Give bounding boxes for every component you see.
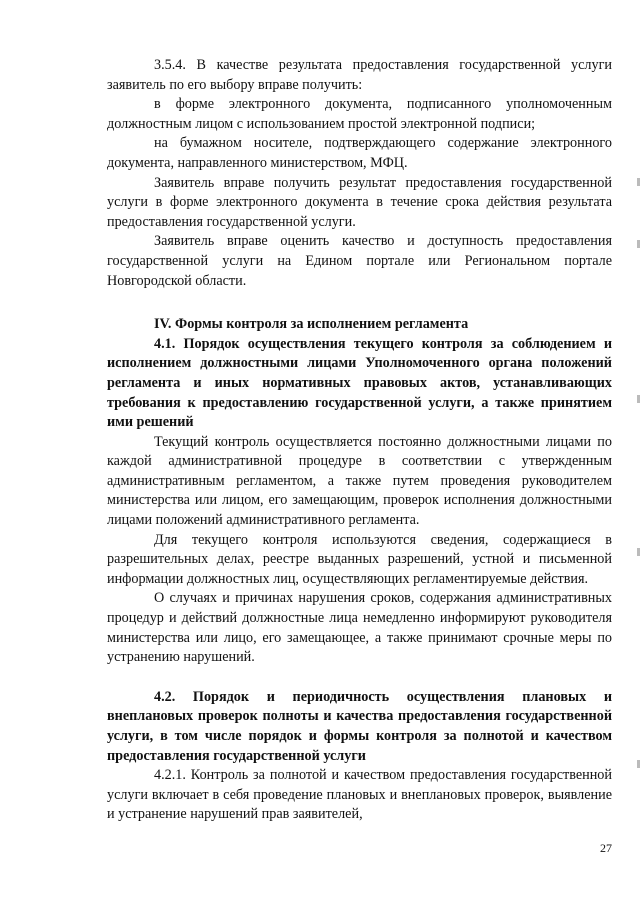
paragraph: Заявитель вправе получить результат предоставления государственной услуги в форме электронного документа в течение срока действия результата предоставления государственной услуги. <box>107 174 612 230</box>
heading-4-1: 4.1. Порядок осуществления текущего контроля за соблюдением и исполнением должностными лицами Уполномоченного органа положений регламента и иных нормативных правовых актов, устанавливающих требования к предоставлению государственной услуги, а также принятием ими решений <box>107 335 612 431</box>
spacer <box>107 668 612 688</box>
paragraph: Заявитель вправе оценить качество и доступность предоставления государственной услуги на Едином портале или Региональном портале Новгородской области. <box>107 233 612 289</box>
paragraph: на бумажном носителе, подтверждающего содержание электронного документа, направленного министерством, МФЦ. <box>107 135 612 171</box>
paragraph: 4.2.1. Контроль за полнотой и качеством предоставления государственной услуги включает в себя проведение плановых и внеплановых проверок, выявление и устранение нарушений прав заявителей, <box>107 767 612 823</box>
paragraph: Текущий контроль осуществляется постоянно должностными лицами по каждой административной процедуре в соответствии с утвержденным административным регламентом, а также путем проведения руководителем министерства или лицом, его замещающим, проверок исполнения должностными лицами положений административного регламента. <box>107 433 612 529</box>
heading-4-2: 4.2. Порядок и периодичность осуществления плановых и внеплановых проверок полноты и качества предоставления государственной услуги, в том числе порядок и формы контроля за полнотой и качеством предоставления государственной услуги <box>107 688 612 764</box>
document-body <box>107 56 612 825</box>
page-number: 27 <box>600 841 612 855</box>
paragraph: О случаях и причинах нарушения сроков, содержания административных процедур и действий должностные лица немедленно информируют руководителя министерства или лицо, его замещающее, а также принимают срочные меры по устранению нарушений. <box>107 590 612 666</box>
paragraph: Для текущего контроля используются сведения, содержащиеся в разрешительных делах, реестре выданных разрешений, устной и письменной информации должностных лиц, осуществляющих регламентируемые действия. <box>107 531 612 587</box>
spacer <box>107 291 612 315</box>
section-title: IV. Формы контроля за исполнением регламента <box>154 316 469 333</box>
paragraph: 3.5.4. В качестве результата предоставления государственной услуги заявитель по его выбору вправе получить: <box>107 57 612 93</box>
paragraph: в форме электронного документа, подписанного уполномоченным должностным лицом с использованием простой электронной подписи; <box>107 96 612 132</box>
